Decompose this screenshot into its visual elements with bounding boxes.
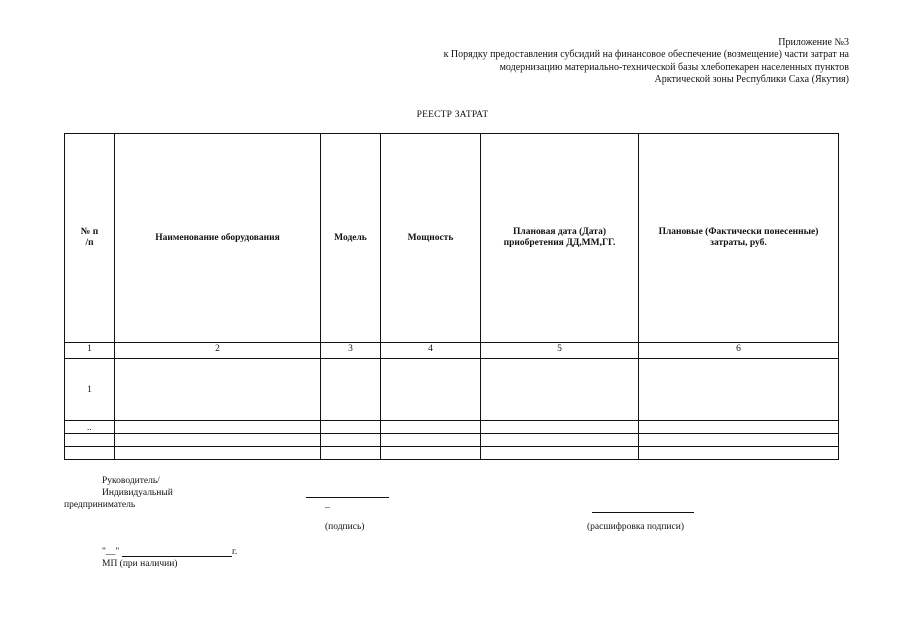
signer-role-line: предприниматель (64, 500, 136, 510)
column-header-model: Модель (321, 134, 381, 343)
signer-role-line: Индивидуальный (102, 488, 173, 498)
signature-dash: _ (325, 500, 330, 510)
table-cell: 1 (65, 359, 115, 421)
column-number: 2 (115, 343, 321, 359)
appendix-line: модернизацию материально-технической базы хлебопекарен населенных пунктов (499, 61, 849, 73)
table-row (65, 359, 839, 421)
table-cell (639, 421, 839, 434)
table-header-row (65, 134, 839, 343)
signature-caption: (подпись) (325, 522, 365, 532)
table-cell (381, 447, 481, 460)
appendix-note (389, 37, 849, 86)
table-cell (115, 421, 321, 434)
column-number: 3 (321, 343, 381, 359)
column-header-power: Мощность (381, 134, 481, 343)
document-title: РЕЕСТР ЗАТРАТ (416, 110, 489, 120)
table-cell (639, 359, 839, 421)
decode-caption: (расшифровка подписи) (587, 522, 684, 532)
column-header-costs: Плановые (Фактически понесенные) затраты, руб. (639, 134, 839, 343)
table-cell (381, 434, 481, 447)
table-cell (321, 421, 381, 434)
column-number: 4 (381, 343, 481, 359)
date-quote: "__" (102, 547, 120, 557)
signature-line (306, 497, 389, 498)
decode-line (592, 512, 694, 513)
table-cell (321, 447, 381, 460)
appendix-line: Приложение №3 (778, 37, 849, 48)
table-row (65, 421, 839, 434)
cost-register-table (64, 133, 839, 460)
table-row (65, 434, 839, 447)
table-cell (381, 359, 481, 421)
date-line (122, 556, 232, 557)
table-cell (481, 359, 639, 421)
table-cell (481, 421, 639, 434)
table-cell (321, 434, 381, 447)
column-number: 6 (639, 343, 839, 359)
column-header-equipment: Наименование оборудования (115, 134, 321, 343)
stamp-note: МП (при наличии) (102, 559, 178, 569)
column-number: 1 (65, 343, 115, 359)
table-row (65, 447, 839, 460)
table-cell (639, 434, 839, 447)
table-cell (481, 434, 639, 447)
column-number-row (65, 343, 839, 359)
table-cell (115, 359, 321, 421)
appendix-line: Арктической зоны Республики Саха (Якутия) (654, 73, 849, 85)
table-cell (321, 359, 381, 421)
column-header-number: № п /п (65, 134, 115, 343)
date-year-suffix: г. (232, 547, 238, 557)
column-header-purchase-date: Плановая дата (Дата) приобретения ДД,ММ,ГГ. (481, 134, 639, 343)
table-cell (65, 434, 115, 447)
signer-role-line: Руководитель/ (102, 476, 160, 486)
table-cell (639, 447, 839, 460)
table-cell (481, 447, 639, 460)
column-number: 5 (481, 343, 639, 359)
table-cell (381, 421, 481, 434)
table-cell (115, 447, 321, 460)
table-cell: .. (65, 421, 115, 434)
appendix-line: к Порядку предоставления субсидий на финансовое обеспечение (возмещение) части затрат на (443, 49, 849, 61)
table-cell (115, 434, 321, 447)
table-cell (65, 447, 115, 460)
